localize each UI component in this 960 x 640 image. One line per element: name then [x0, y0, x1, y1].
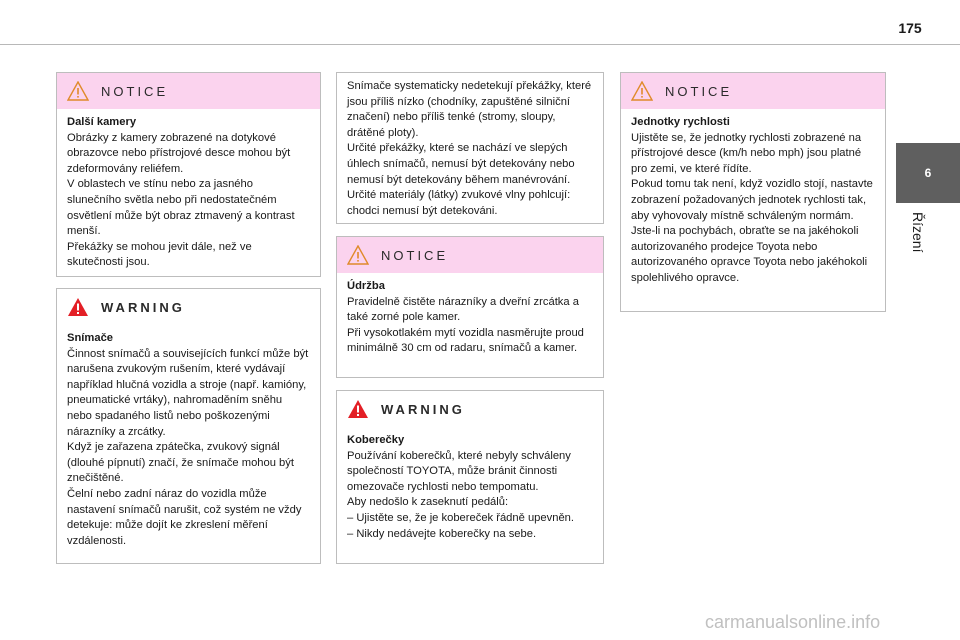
notice-paragraph: Obrázky z kamery zobrazené na dotykové obrazovce nebo přístrojové desce mohou být zdeformovány reliéfem.	[67, 131, 291, 175]
warning-paragraph: Čelní nebo zadní náraz do vozidla může nastavení snímačů narušit, což systém ne vždy detekuje: může dojít ke zkreslení měření vzdálenosti.	[67, 487, 302, 547]
warning-paragraph: Aby nedošlo k zaseknutí pedálů:	[347, 496, 509, 509]
warning-bullets	[347, 511, 593, 542]
sensor-continuation-box	[336, 72, 604, 224]
notice-title: Údržba	[347, 280, 385, 292]
notice-label: NOTICE	[101, 83, 169, 99]
warning-paragraph: Když je zařazena zpátečka, zvukový signál (dlouhé pípnutí) značí, že snímače mohou být znečištěné.	[67, 441, 294, 485]
notice-title: Další kamery	[67, 116, 137, 128]
notice-body	[621, 109, 885, 295]
notice-box-cameras	[56, 72, 321, 277]
notice-body	[57, 109, 320, 279]
continuation-paragraph: Snímače systematicky nedetekují překážky, které jsou příliš nízko (chodníky, zapuštěné silniční značení) nebo příliš tenké (stromy, sloupy, drátěné ploty).	[347, 80, 592, 139]
chapter-title: Řízení	[910, 212, 926, 253]
notice-body	[337, 273, 603, 365]
notice-paragraph: V oblastech ve stínu nebo za jasného slunečního světla nebo při nedostatečném osvětlení může být obraz ztmavený a kontrast menší.	[67, 178, 295, 238]
notice-paragraph: Překážky se mohou jevit dále, než ve skutečnosti jsou.	[67, 240, 252, 269]
notice-paragraph: Při vysokotlakém mytí vozidla nasměrujte proud minimálně 30 cm od radaru, snímačů a kamer.	[347, 326, 584, 355]
warning-title: Snímače	[67, 332, 114, 344]
notice-header	[621, 73, 885, 109]
caution-triangle-icon	[67, 81, 89, 101]
warning-triangle-icon	[347, 399, 369, 419]
continuation-paragraph: Určité materiály (látky) zvukové vlny pohlcují: chodci nemusí být detekováni.	[347, 189, 571, 217]
notice-paragraph: Pravidelně čistěte nárazníky a dveřní zrcátka a také zorné pole kamer.	[347, 295, 579, 324]
caution-triangle-icon	[631, 81, 653, 101]
header-rule	[0, 44, 960, 45]
notice-header	[57, 73, 320, 109]
warning-header	[337, 391, 603, 427]
list-item: – Ujistěte se, že je kobereček řádně upevněn.	[347, 511, 574, 524]
page-number: 175	[898, 20, 922, 36]
warning-box-floor-mats	[336, 390, 604, 564]
continuation-paragraph: Určité překážky, které se nachází ve slepých úhlech snímačů, nemusí být detekovány nebo nemusí být detekovány během manévrování.	[347, 142, 575, 186]
warning-label: WARNING	[381, 401, 465, 417]
warning-body	[337, 427, 603, 550]
footer-watermark: carmanualsonline.info	[705, 612, 881, 632]
continuation-body	[337, 73, 603, 227]
notice-paragraph: Jste-li na pochybách, obraťte se na jakéhokoli autorizovaného prodejce Toyota nebo autorizovaného opravce Toyota nebo jakéhokoli spolehlivého opravce.	[631, 225, 868, 284]
warning-title: Koberečky	[347, 434, 405, 446]
notice-title: Jednotky rychlosti	[631, 116, 730, 128]
notice-box-speed-units	[620, 72, 886, 312]
notice-label: NOTICE	[381, 247, 449, 263]
notice-header	[337, 237, 603, 273]
warning-header	[57, 289, 320, 325]
warning-paragraph: Činnost snímačů a souvisejících funkcí může být narušena zvukovým rušením, které vydávají například hlučná vozidla a stroje (např. kamióny, pneumatické vrtáky), nahromaděním sněhu nebo spadaného listů nebo poškozenými nárazníky a zrcátky.	[67, 347, 309, 438]
list-item: – Nikdy nedávejte koberečky na sebe.	[347, 527, 537, 540]
warning-label: WARNING	[101, 299, 185, 315]
notice-box-maintenance	[336, 236, 604, 378]
notice-paragraph: Pokud tomu tak není, když vozidlo stojí, nastavte zobrazení požadovaných jednotek rychlosti tak, aby vyhovovaly místně schváleným normám.	[631, 178, 873, 222]
warning-box-sensors	[56, 288, 321, 564]
caution-triangle-icon	[347, 245, 369, 265]
warning-body	[57, 325, 320, 557]
warning-paragraph: Používání koberečků, které nebyly schváleny společností TOYOTA, může bránit činnosti omezovače rychlosti nebo tempomatu.	[347, 449, 571, 493]
notice-label: NOTICE	[665, 83, 733, 99]
warning-triangle-icon	[67, 297, 89, 317]
notice-paragraph: Ujistěte se, že jednotky rychlosti zobrazené na přístrojové desce (km/h nebo mph) jsou platné pro zemi, ve které řídíte.	[631, 131, 862, 175]
chapter-tab[interactable]: 6	[896, 143, 960, 203]
